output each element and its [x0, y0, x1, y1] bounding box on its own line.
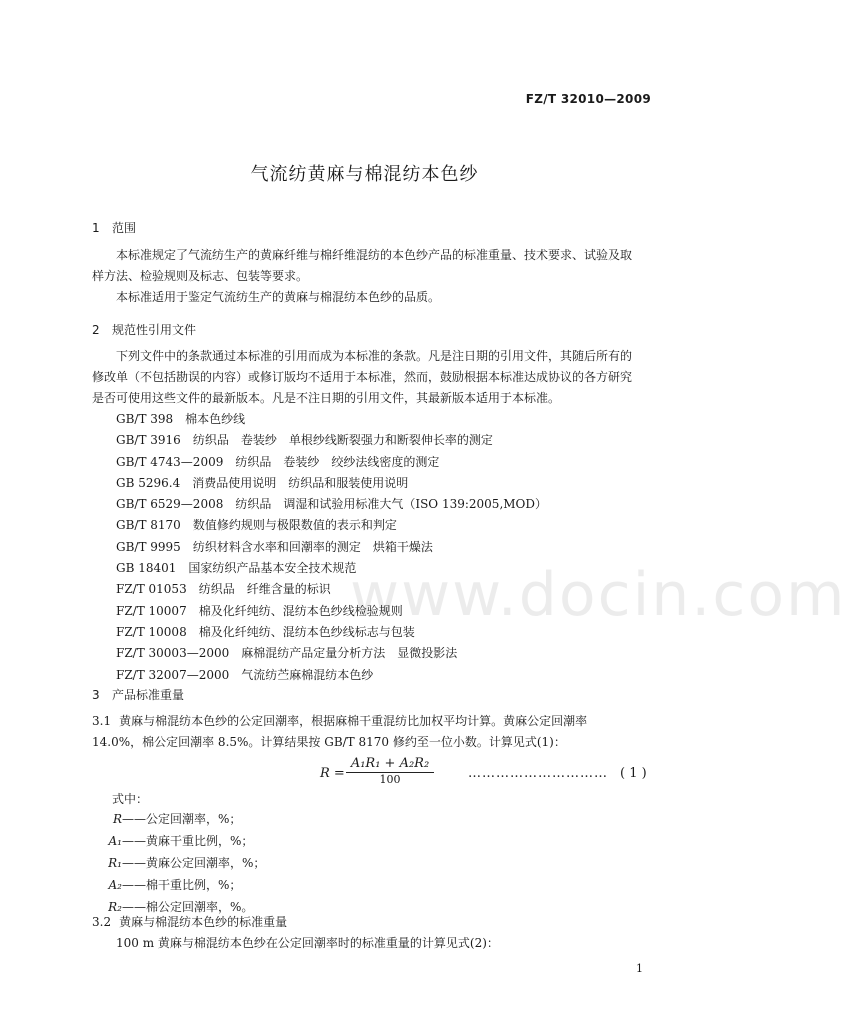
reference-item — [116, 494, 547, 515]
reference-title: 气流纺苎麻棉混纺本色纱 — [241, 667, 374, 682]
formula-lhs: R = — [320, 766, 345, 781]
variable-symbol: R₁ — [108, 856, 122, 870]
reference-title: 纺织品 卷装纱 单根纱线断裂强力和断裂伸长率的测定 — [192, 433, 493, 448]
reference-item — [116, 452, 547, 473]
clause-3-1-line-1 — [92, 711, 587, 732]
formula-1 — [320, 756, 660, 792]
section-2-heading — [92, 321, 196, 338]
normative-references-paragraph: 下列文件中的条款通过本标准的引用而成为本标准的条款。凡是注日期的引用文件，其随后所有的修改单（不包括勘误的内容）或修订版均不适用于本标准，然而，鼓励根据本标准达成协议的各方研究是否可使用这些文件的最新版本。凡是不注日期的引用文件，其最新版本适用于本标准。 — [92, 349, 633, 405]
clause-title: 黄麻与棉混纺本色纱的标准重量 — [119, 915, 288, 929]
section-3-heading — [92, 686, 184, 703]
formula-fraction — [346, 756, 434, 786]
reference-code: GB/T 6529—2008 — [116, 497, 224, 512]
reference-item — [116, 430, 547, 451]
scope-paragraph-1: 本标准规定了气流纺生产的黄麻纤维与棉纤维混纺的本色纱产品的标准重量、技术要求、试验及取样方法、检验规则及标志、包装等要求。 — [92, 248, 633, 283]
variable-item — [100, 852, 265, 874]
section-number: 1 — [92, 221, 100, 235]
reference-code: FZ/T 01053 — [116, 582, 187, 597]
variable-description: ——黄麻公定回潮率，%； — [122, 856, 266, 870]
section-title: 规范性引用文件 — [112, 323, 197, 337]
reference-item — [116, 473, 547, 494]
reference-item — [116, 643, 547, 664]
reference-title: 纺织品 纤维含量的标识 — [198, 582, 331, 597]
reference-title: 棉本色纱线 — [185, 412, 246, 426]
reference-item — [116, 665, 547, 686]
reference-title: 棉及化纤纯纺、混纺本色纱线检验规则 — [198, 603, 403, 618]
clause-text: 黄麻与棉混纺本色纱的公定回潮率，根据麻棉干重混纺比加权平均计算。黄麻公定回潮率 — [119, 714, 588, 728]
variable-item — [100, 874, 265, 896]
reference-item — [116, 537, 547, 558]
section-number: 3 — [92, 688, 100, 702]
variable-item — [100, 808, 265, 830]
formula-number: ( 1 ) — [620, 766, 647, 781]
page-number: 1 — [636, 962, 643, 975]
reference-item — [116, 409, 547, 430]
reference-code: FZ/T 10007 — [116, 603, 187, 618]
section-title: 产品标准重量 — [112, 688, 185, 702]
clause-3-2 — [92, 912, 499, 954]
formula-denominator: 100 — [379, 773, 401, 786]
variable-item — [100, 830, 265, 852]
variable-symbol: A₁ — [108, 834, 122, 848]
scope-paragraph-2: 本标准适用于鉴定气流纺生产的黄麻与棉混纺本色纱的品质。 — [116, 290, 441, 304]
reference-code: GB/T 9995 — [116, 539, 181, 554]
document-title: 气流纺黄麻与棉混纺本色纱 — [250, 164, 479, 185]
reference-title: 国家纺织产品基本安全技术规范 — [188, 561, 357, 576]
variable-description: ——公定回潮率，%； — [122, 812, 242, 826]
variable-symbol: R₂ — [108, 900, 122, 914]
reference-title: 纺织品 卷装纱 绞纱法线密度的测定 — [235, 454, 440, 469]
section-title: 范围 — [112, 221, 137, 235]
formula-leader-dots: ………………………… — [468, 766, 608, 781]
variable-list — [100, 808, 265, 918]
reference-title: 消费品使用说明 纺织品和服装使用说明 — [192, 475, 409, 490]
reference-title: 纺织品 调湿和试验用标准大气（ISO 139:2005,MOD） — [235, 497, 548, 512]
clause-3-1 — [92, 711, 587, 753]
clause-3-2-line-1: 100 m 黄麻与棉混纺本色纱在公定回潮率时的标准重量的计算见式(2)： — [116, 936, 499, 950]
standard-number: FZ/T 32010—2009 — [525, 92, 651, 106]
section-1-heading — [92, 219, 136, 236]
reference-code: GB/T 4743—2009 — [116, 454, 224, 469]
reference-code: FZ/T 30003—2000 — [116, 646, 230, 661]
reference-list — [116, 409, 547, 686]
reference-code: FZ/T 10008 — [116, 624, 187, 639]
reference-code: FZ/T 32007—2000 — [116, 667, 230, 682]
variable-description: ——黄麻干重比例，%； — [122, 834, 254, 848]
variable-symbol: A₂ — [108, 878, 122, 892]
reference-code: GB/T 3916 — [116, 433, 181, 448]
clause-number: 3.2 — [92, 915, 112, 929]
reference-code: GB/T 8170 — [116, 518, 181, 533]
watermark: www.docin.com — [350, 560, 846, 630]
clause-3-2-heading — [92, 912, 499, 933]
reference-title: 麻棉混纺产品定量分析方法 显微投影法 — [241, 646, 458, 661]
reference-code: GB 5296.4 — [116, 475, 181, 490]
reference-code: GB 18401 — [116, 561, 177, 576]
reference-title: 数值修约规则与极限数值的表示和判定 — [192, 518, 397, 533]
variable-description: ——棉公定回潮率，%。 — [122, 900, 254, 914]
variable-symbol: R — [112, 812, 122, 826]
reference-title: 棉及化纤纯纺、混纺本色纱线标志与包装 — [198, 624, 415, 639]
section-number: 2 — [92, 323, 100, 337]
formula-numerator: A₁R₁ + A₂R₂ — [346, 756, 434, 773]
reference-title: 纺织材料含水率和回潮率的测定 烘箱干燥法 — [192, 539, 433, 554]
where-label: 式中： — [112, 792, 149, 806]
variable-description: ——棉干重比例，%； — [122, 878, 242, 892]
clause-number: 3.1 — [92, 714, 112, 728]
reference-item — [116, 515, 547, 536]
clause-3-1-line-2: 14.0%，棉公定回潮率 8.5%。计算结果按 GB/T 8170 修约至一位小数。计算见式(1)： — [92, 735, 566, 749]
reference-code: GB/T 398 — [116, 412, 174, 426]
